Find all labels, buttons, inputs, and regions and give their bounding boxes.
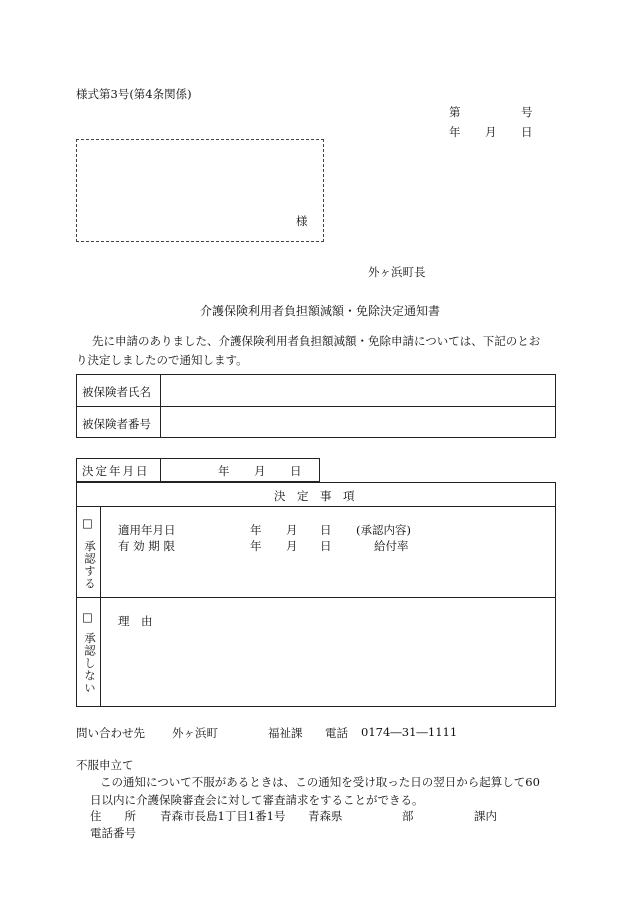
table-divider [76,597,556,598]
approve-label: 承認する [83,540,97,590]
apply-date-day: 日 [320,523,332,537]
insured-number-label: 被保険者番号 [82,417,151,431]
decision-date-month: 月 [254,464,266,478]
date-year: 年 [449,125,461,139]
approve-checkbox[interactable]: □ [82,516,93,530]
intro-line-1: 先に申請のありました、介護保険利用者負担額減額・免除申請については、下記のとお [92,334,541,348]
reject-checkbox[interactable]: □ [82,610,93,624]
valid-period-day: 日 [320,539,332,553]
contact-label: 問い合わせ先 [76,726,145,740]
recipient-address-box [76,139,324,242]
date-day: 日 [521,125,533,139]
recipient-honorific: 様 [296,214,308,228]
authority-address: 青森市長島1丁目1番1号 [160,809,286,823]
valid-period-month: 月 [286,539,298,553]
decision-date-label: 決定年月日 [82,464,150,478]
table-divider [160,458,161,482]
issuer: 外ヶ浜町長 [368,265,426,279]
contact-town: 外ヶ浜町 [172,726,218,740]
form-number: 様式第3号(第4条関係) [76,87,192,101]
date-month: 月 [485,125,497,139]
authority-ka: 課内 [474,809,497,823]
table-divider [100,506,101,707]
apply-date-month: 月 [286,523,298,537]
apply-date-year: 年 [250,523,262,537]
insured-name-label: 被保険者氏名 [82,385,151,399]
authority-pref: 青森県 [308,809,343,823]
document-title: 介護保険利用者負担額減額・免除決定通知書 [200,304,441,318]
decision-date-day: 日 [290,464,302,478]
number-prefix: 第 [449,105,461,119]
authority-bu: 部 [402,809,414,823]
contact-phone-label: 電話 [325,726,348,740]
apply-date-label: 適用年月日 [118,523,176,537]
decision-date-year: 年 [218,464,230,478]
decision-table [76,482,556,707]
reason-label: 理 由 [118,614,153,628]
objection-heading: 不服申立て [76,758,134,772]
valid-period-label: 有 効 期 限 [118,539,175,553]
contact-phone: 0174―31―1111 [361,725,458,739]
benefit-rate-label: 給付率 [374,539,409,553]
valid-period-year: 年 [250,539,262,553]
table-divider [160,374,161,438]
intro-line-2: り決定しましたので通知します。 [76,353,248,367]
contact-dept: 福祉課 [268,726,303,740]
decision-header: 決 定 事 項 [274,489,355,503]
authority-address-label: 住 所 [90,809,136,823]
objection-line-2: 日以内に介護保険審査会に対して審査請求をすることができる。 [90,793,424,807]
approval-content-label: (承認内容) [356,523,411,537]
table-divider [76,506,556,507]
number-suffix: 号 [521,105,533,119]
authority-phone-label: 電話番号 [90,826,136,840]
table-divider [76,406,556,407]
reject-label: 承認しない [83,632,97,695]
objection-line-1: この通知について不服があるときは、この通知を受け取った日の翌日から起算して60 [100,775,540,789]
